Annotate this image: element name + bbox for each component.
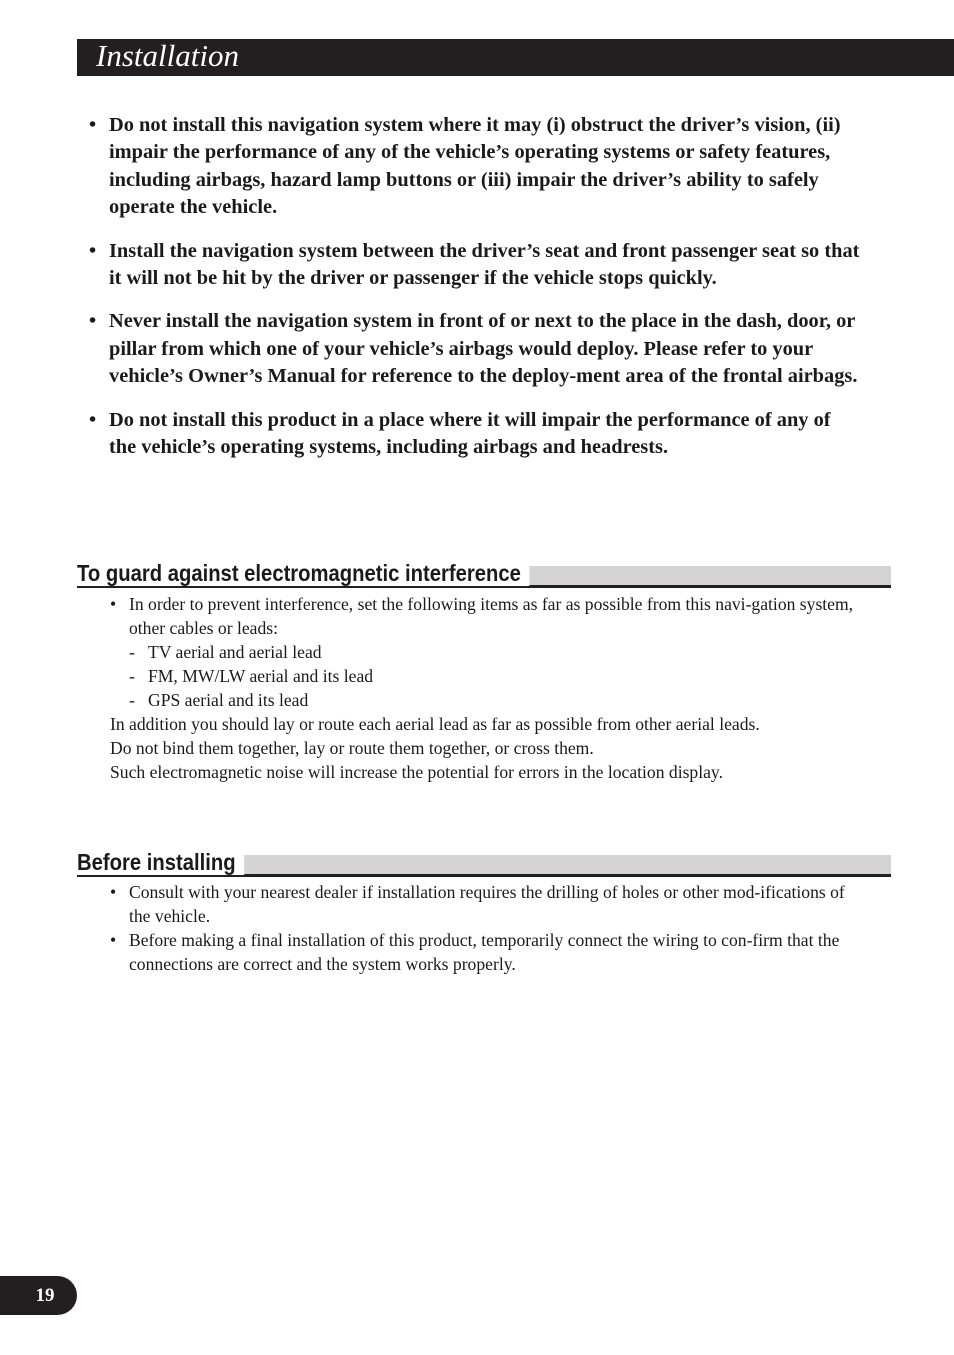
paragraph: In addition you should lay or route each aerial lead as far as possible from other aerial leads. [110, 714, 760, 734]
sub-list-item-text: FM, MW/LW aerial and its lead [148, 666, 374, 686]
page-number-tab [0, 1276, 77, 1315]
warning-item [89, 238, 861, 293]
warning-text: Install the navigation system between the driver’s seat and front passenger seat so that it will not be hit by the driver or passenger if the vehicle stops quickly. [109, 239, 860, 290]
page-title: Installation [96, 38, 239, 73]
section-heading-before [77, 849, 891, 875]
list-item-text: Before making a final installation of this product, temporarily connect the wiring to con-firm that the connections are correct and the system works properly. [129, 930, 840, 974]
bullet-icon: • [89, 310, 97, 333]
warning-text: Do not install this navigation system where it may (i) obstruct the driver’s vision, (ii) impair the performance of any of the vehicle’s operating systems or safety features, including airbags, hazard lamp buttons or (iii) impair the driver’s ability to safely operate the vehicle. [109, 114, 841, 219]
section-heading-emi [77, 560, 891, 586]
warning-item [89, 112, 861, 222]
before-content [110, 880, 862, 976]
sub-list-item-text: TV aerial and aerial lead [148, 642, 322, 662]
bullet-icon: • [110, 882, 117, 902]
sub-list-item [110, 688, 862, 712]
bullet-icon: • [89, 408, 97, 431]
dash-icon: - [129, 666, 135, 686]
header-bar [77, 39, 954, 76]
list-item [110, 592, 862, 640]
warning-list [89, 112, 861, 477]
warning-text: Do not install this product in a place where it will impair the performance of any of the vehicle’s operating systems, including airbags and headrests. [109, 408, 831, 459]
bullet-icon: • [110, 930, 117, 950]
sub-list-item-text: GPS aerial and its lead [148, 690, 309, 710]
list-item-text: In order to prevent interference, set the following items as far as possible from this navi-gation system, other cables or leads: [129, 594, 854, 638]
sub-list-item [110, 640, 862, 664]
bullet-icon: • [110, 594, 117, 614]
bullet-icon: • [89, 114, 97, 136]
section-title: Before installing [77, 849, 244, 875]
bullet-icon: • [89, 239, 97, 262]
section-title: To guard against electromagnetic interference [77, 560, 530, 586]
warning-item [89, 308, 861, 390]
warning-text: Never install the navigation system in front of or next to the place in the dash, door, or pillar from which one of your vehicle’s airbags would deploy. Please refer to your vehicle’s Owner’s Manual for reference to the deploy-ment area of the frontal airbags. [109, 310, 858, 388]
sub-list-item [110, 664, 862, 688]
dash-icon: - [129, 690, 135, 710]
paragraph: Such electromagnetic noise will increase the potential for errors in the location display. [110, 762, 723, 782]
paragraph: Do not bind them together, lay or route them together, or cross them. [110, 738, 594, 758]
list-item [110, 880, 862, 928]
list-item-text: Consult with your nearest dealer if installation requires the drilling of holes or other mod-ifications of the vehicle. [129, 882, 845, 926]
list-item [110, 928, 862, 976]
page-number: 19 [35, 1285, 55, 1306]
warning-item [89, 407, 861, 462]
emi-content [110, 592, 862, 784]
dash-icon: - [129, 642, 135, 662]
